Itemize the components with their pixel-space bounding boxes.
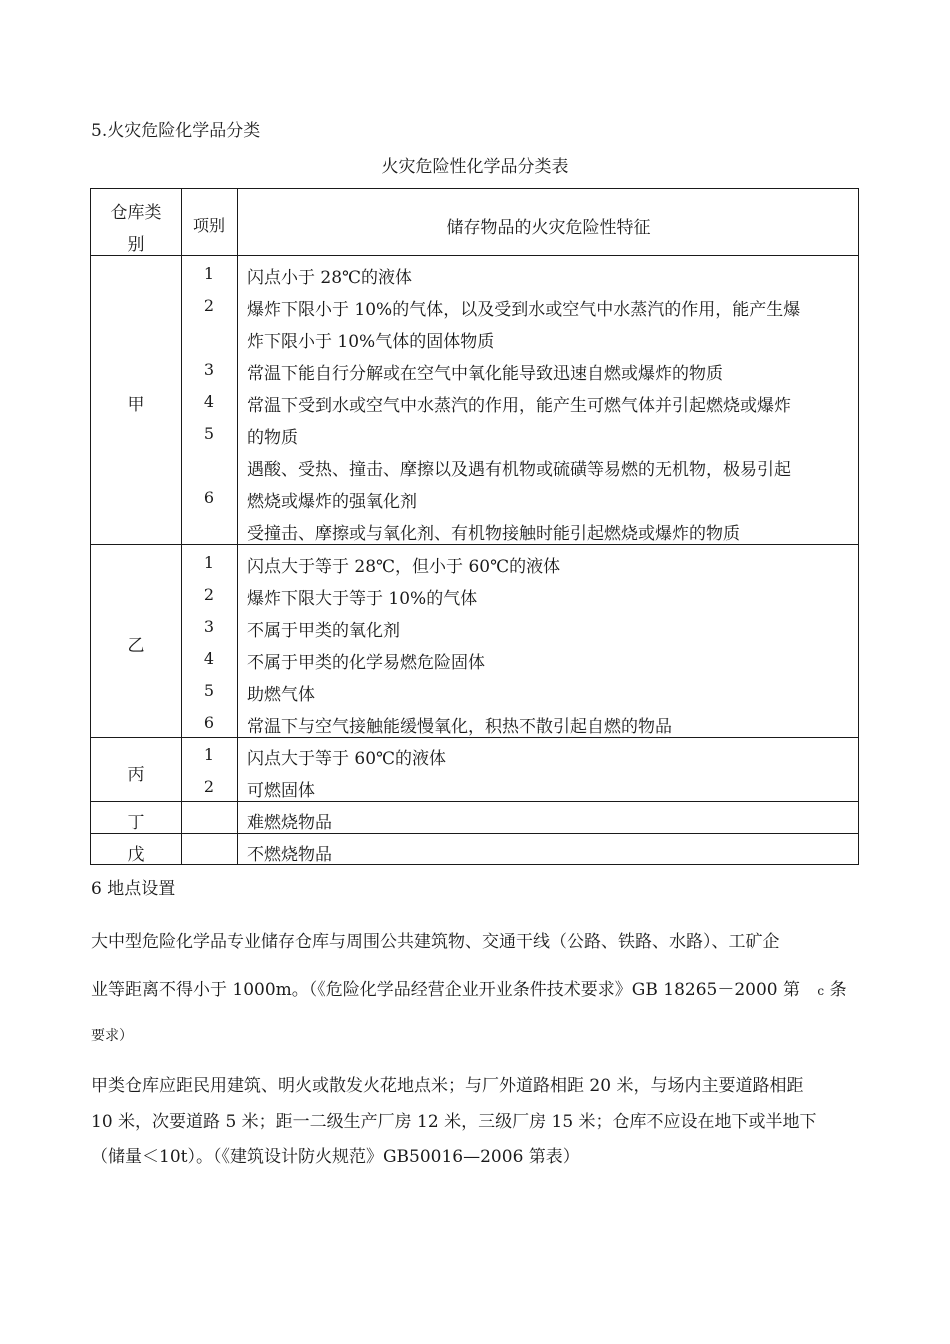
feature-line: 不燃烧物品 bbox=[247, 845, 332, 865]
item-number: 5 bbox=[203, 424, 215, 443]
feature-line: 可燃固体 bbox=[247, 781, 315, 801]
table-caption: 火灾危险性化学品分类表 bbox=[381, 157, 569, 177]
feature-line: 爆炸下限小于 10%的气体，以及受到水或空气中水蒸汽的作用，能产生爆 bbox=[247, 300, 801, 320]
category-jia: 甲 bbox=[127, 395, 145, 415]
section6-heading: 6 地点设置 bbox=[91, 879, 176, 899]
col-divider bbox=[237, 188, 238, 865]
feature-line: 不属于甲类的化学易燃危险固体 bbox=[247, 653, 485, 673]
feature-line: 闪点大于等于 28℃，但小于 60℃的液体 bbox=[247, 557, 561, 577]
item-number: 3 bbox=[203, 360, 215, 379]
feature-line: 常温下与空气接触能缓慢氧化，积热不散引起自燃的物品 bbox=[247, 717, 672, 737]
section5-heading: 5.火灾危险化学品分类 bbox=[91, 121, 261, 141]
item-number: 2 bbox=[203, 296, 215, 315]
feature-line: 的物质 bbox=[247, 428, 298, 448]
item-number: 1 bbox=[203, 745, 215, 764]
item-number: 2 bbox=[203, 585, 215, 604]
row-divider bbox=[90, 801, 859, 802]
row-divider bbox=[90, 255, 859, 256]
feature-line: 闪点大于等于 60℃的液体 bbox=[247, 749, 447, 769]
header-item: 项别 bbox=[192, 216, 225, 235]
category-yi: 乙 bbox=[127, 636, 145, 656]
para1-line bbox=[91, 975, 847, 1000]
category-wu: 戊 bbox=[127, 845, 145, 865]
para1-line: 要求） bbox=[91, 1028, 133, 1044]
para1-line2-sub: c bbox=[817, 984, 825, 998]
para2-line: （储量＜10t）。（《建筑设计防火规范》GB50016—2006 第表） bbox=[91, 1147, 580, 1167]
category-bing: 丙 bbox=[127, 765, 145, 785]
feature-line: 燃烧或爆炸的强氧化剂 bbox=[247, 492, 417, 512]
item-number: 6 bbox=[203, 488, 215, 507]
feature-line: 常温下能自行分解或在空气中氧化能导致迅速自燃或爆炸的物质 bbox=[247, 364, 723, 384]
feature-line: 爆炸下限大于等于 10%的气体 bbox=[247, 589, 478, 609]
category-ding: 丁 bbox=[127, 813, 145, 833]
para1-line: 大中型危险化学品专业储存仓库与周围公共建筑物、交通干线（公路、铁路、水路）、工矿企 bbox=[91, 932, 780, 952]
feature-line: 难燃烧物品 bbox=[247, 813, 332, 833]
header-category-line2: 别 bbox=[127, 235, 145, 255]
row-divider bbox=[90, 544, 859, 545]
row-divider bbox=[90, 737, 859, 738]
feature-line: 受撞击、摩擦或与氧化剂、有机物接触时能引起燃烧或爆炸的物质 bbox=[247, 524, 740, 544]
para1-line2-main: 业等距离不得小于 1000m。（《危险化学品经营企业开业条件技术要求》GB 18265－2000 第 bbox=[91, 980, 801, 1000]
item-number: 5 bbox=[203, 681, 215, 700]
item-number: 2 bbox=[203, 777, 215, 796]
feature-line: 常温下受到水或空气中水蒸汽的作用，能产生可燃气体并引起燃烧或爆炸 bbox=[247, 396, 791, 416]
item-number: 4 bbox=[203, 392, 215, 411]
header-category-line1: 仓库类 bbox=[110, 203, 162, 223]
feature-line: 炸下限小于 10%气体的固体物质 bbox=[247, 332, 495, 352]
feature-line: 遇酸、受热、撞击、摩擦以及遇有机物或硫磺等易燃的无机物，极易引起 bbox=[247, 460, 791, 480]
item-number: 4 bbox=[203, 649, 215, 668]
para1-line2-end: 条 bbox=[829, 980, 847, 1000]
row-divider bbox=[90, 833, 859, 834]
feature-line: 助燃气体 bbox=[247, 685, 315, 705]
header-feature: 储存物品的火灾危险性特征 bbox=[446, 218, 651, 238]
para2-line: 10 米，次要道路 5 米；距一二级生产厂房 12 米，三级厂房 15 米；仓库不应设在地下或半地下 bbox=[91, 1112, 817, 1132]
para2-line: 甲类仓库应距民用建筑、明火或散发火花地点米；与厂外道路相距 20 米，与场内主要道路相距 bbox=[91, 1076, 804, 1096]
item-number: 1 bbox=[203, 264, 215, 283]
feature-line: 闪点小于 28℃的液体 bbox=[247, 268, 413, 288]
item-number: 6 bbox=[203, 713, 215, 732]
item-number: 1 bbox=[203, 553, 215, 572]
feature-line: 不属于甲类的氧化剂 bbox=[247, 621, 400, 641]
item-number: 3 bbox=[203, 617, 215, 636]
